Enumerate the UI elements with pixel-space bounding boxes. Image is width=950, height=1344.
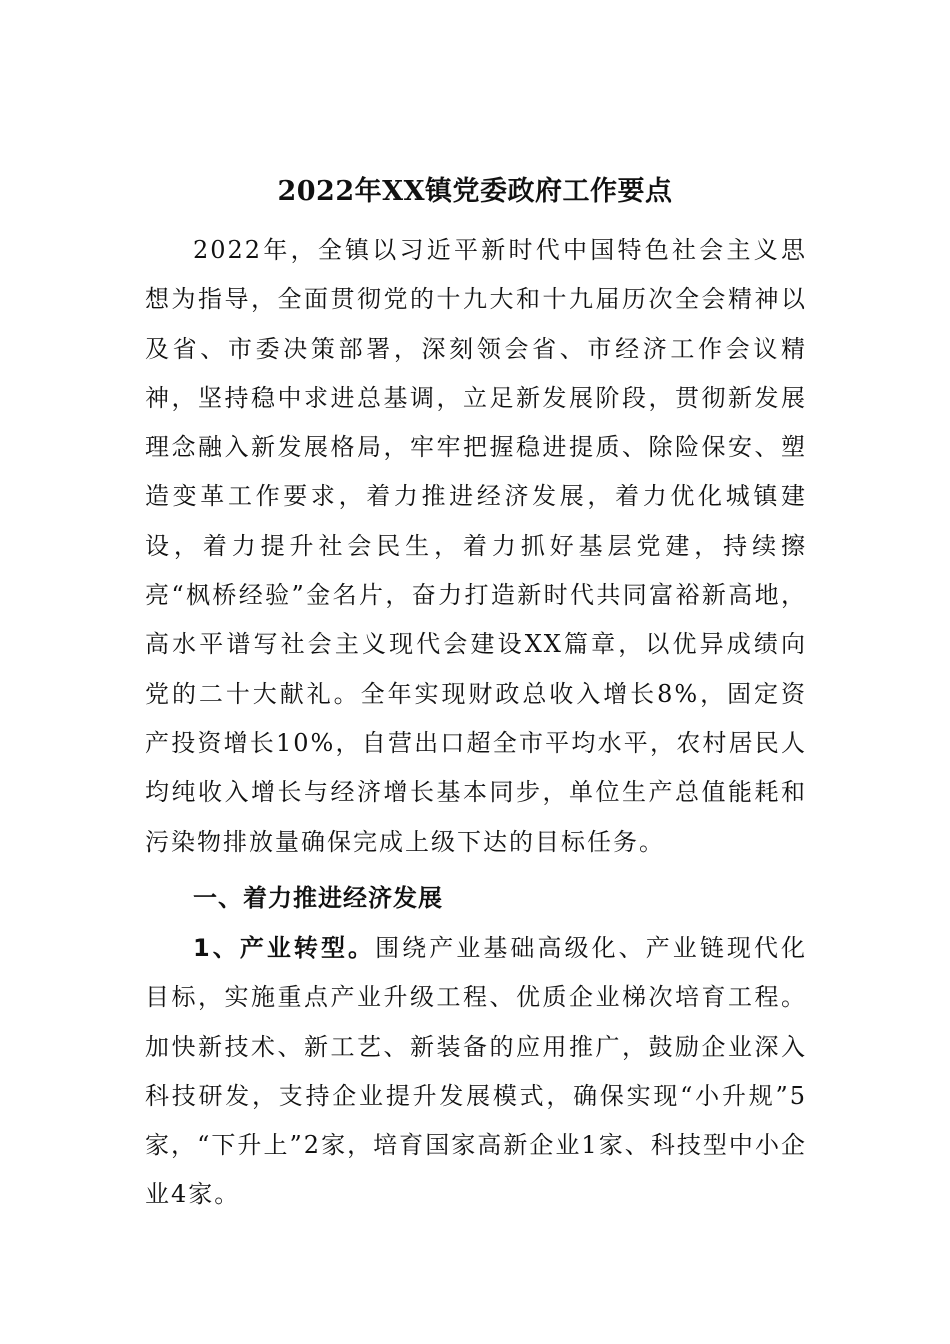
item-industrial-transformation bbox=[145, 924, 807, 1220]
section-heading-economic-development: 一、着力推进经济发展 bbox=[193, 884, 443, 912]
item-lead-label: 1、产业转型。 bbox=[193, 934, 376, 962]
item-text: 围绕产业基础高级化、产业链现代化目标，实施重点产业升级工程、优质企业梯次培育工程。加快新技术、新工艺、新装备的应用推广，鼓励企业深入科技研发，支持企业提升发展模式，确保实现“小升规”5家，“下升上”2家，培育国家高新企业1家、科技型中小企业4家。 bbox=[145, 934, 808, 1209]
document-title: 2022年XX镇党委政府工作要点 bbox=[277, 176, 673, 208]
intro-paragraph: 2022年，全镇以习近平新时代中国特色社会主义思想为指导，全面贯彻党的十九大和十九届历次全会精神以及省、市委决策部署，深刻领会省、市经济工作会议精神，坚持稳中求进总基调，立足新发展阶段，贯彻新发展理念融入新发展格局，牢牢把握稳进提质、除险保安、塑造变革工作要求，着力推进经济发展，着力优化城镇建设，着力提升社会民生，着力抓好基层党建，持续擦亮“枫桥经验”金名片，奋力打造新时代共同富裕新高地，高水平谱写社会主义现代会建设XX篇章，以优异成绩向党的二十大献礼。全年实现财政总收入增长8%，固定资产投资增长10%，自营出口超全市平均水平，农村居民人均纯收入增长与经济增长基本同步，单位生产总值能耗和污染物排放量确保完成上级下达的目标任务。 bbox=[145, 236, 807, 856]
